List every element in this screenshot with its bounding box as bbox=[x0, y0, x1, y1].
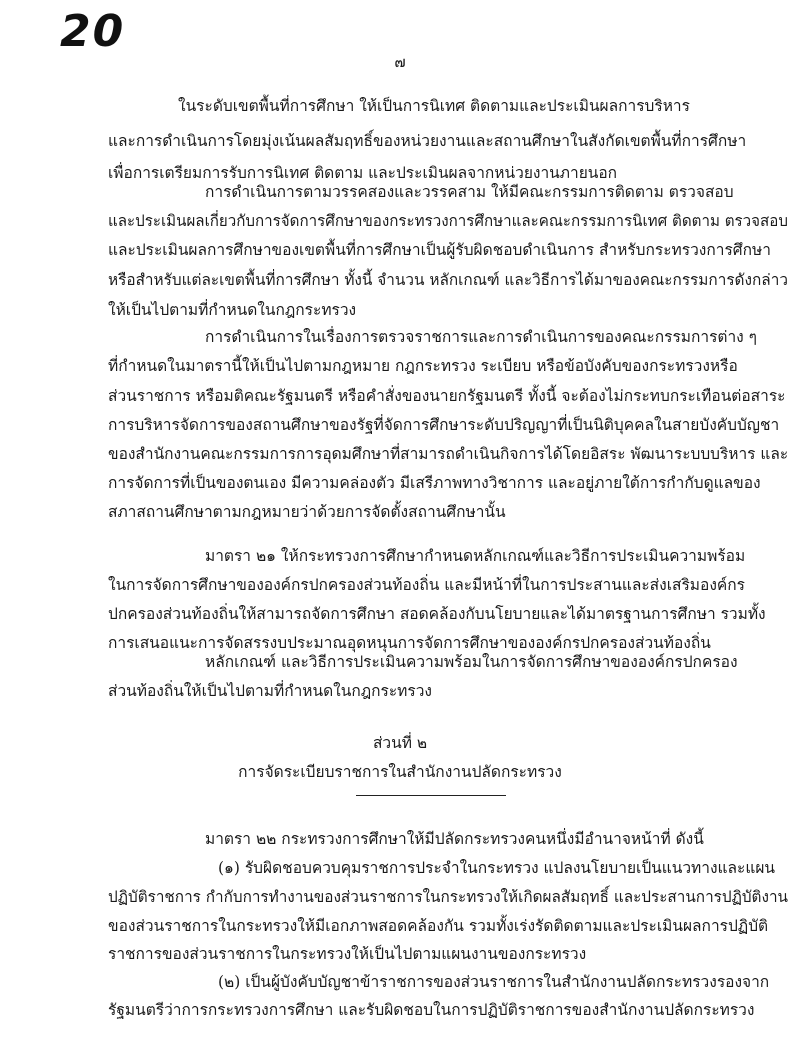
paragraph-line: รัฐมนตรีว่าการกระทรวงการศึกษา และรับผิดชอบในการปฏิบัติราชการของสำนักงานปลัดกระทรวง bbox=[108, 1001, 755, 1019]
section-subheading: การจัดระเบียบราชการในสำนักงานปลัดกระทรวง bbox=[238, 763, 562, 781]
paragraph-line: ในระดับเขตพื้นที่การศึกษา ให้เป็นการนิเทศ ติดตามและประเมินผลการบริหาร bbox=[178, 97, 690, 115]
paragraph-line: การดำเนินการในเรื่องการตรวจราชการและการดำเนินการของคณะกรรมการต่าง ๆ bbox=[205, 328, 758, 346]
paragraph-line: เพื่อการเตรียมการรับการนิเทศ ติดตาม และประเมินผลจากหน่วยงานภายนอก bbox=[108, 164, 618, 182]
paragraph-line: ราชการของส่วนราชการในกระทรวงให้เป็นไปตามแผนงานของกระทรวง bbox=[108, 945, 587, 963]
paragraph-line: หลักเกณฑ์ และวิธีการประเมินความพร้อมในการจัดการศึกษาขององค์กรปกครอง bbox=[205, 653, 738, 671]
paragraph-line: ที่กำหนดในมาตรานี้ให้เป็นไปตามกฎหมาย กฎกระทรวง ระเบียบ หรือข้อบังคับของกระทรวงหรือ bbox=[108, 357, 738, 375]
paragraph-line: การดำเนินการตามวรรคสองและวรรคสาม ให้มีคณะกรรมการติดตาม ตรวจสอบ bbox=[205, 183, 734, 201]
paragraph-line: และประเมินผลเกี่ยวกับการจัดการศึกษาของกระทรวงการศึกษาและคณะกรรมการนิเทศ ติดตาม ตรวจสอบ bbox=[108, 212, 788, 230]
paragraph-line: ส่วนราชการ หรือมติคณะรัฐมนตรี หรือคำสั่งของนายกรัฐมนตรี ทั้งนี้ จะต้องไม่กระทบกระเทือนต่อสาระ bbox=[108, 387, 786, 405]
paragraph-line: ในการจัดการศึกษาขององค์กรปกครองส่วนท้องถิ่น และมีหน้าที่ในการประสานและส่งเสริมองค์กร bbox=[108, 576, 745, 594]
paragraph-line: การจัดการที่เป็นของตนเอง มีความคล่องตัว มีเสรีภาพทางวิชาการ และอยู่ภายใต้การกำกับดูแลของ bbox=[108, 474, 761, 492]
paragraph-line: มาตรา ๒๒ กระทรวงการศึกษาให้มีปลัดกระทรวงคนหนึ่งมีอำนาจหน้าที่ ดังนี้ bbox=[205, 830, 704, 848]
paragraph-line: ส่วนท้องถิ่นให้เป็นไปตามที่กำหนดในกฎกระทรวง bbox=[108, 682, 432, 700]
section-divider bbox=[356, 795, 506, 796]
paragraph-line: ปฏิบัติราชการ กำกับการทำงานของส่วนราชการในกระทรวงให้เกิดผลสัมฤทธิ์ และประสานการปฏิบัติงาน bbox=[108, 888, 789, 906]
paragraph-line: (๑) รับผิดชอบควบคุมราชการประจำในกระทรวง แปลงนโยบายเป็นแนวทางและแผน bbox=[218, 859, 776, 877]
paragraph-line: มาตรา ๒๑ ให้กระทรวงการศึกษากำหนดหลักเกณฑ์และวิธีการประเมินความพร้อม bbox=[205, 547, 746, 565]
paragraph-line: ให้เป็นไปตามที่กำหนดในกฎกระทรวง bbox=[108, 301, 357, 319]
paragraph-line: และประเมินผลการศึกษาของเขตพื้นที่การศึกษาเป็นผู้รับผิดชอบดำเนินการ สำหรับกระทรวงการศึกษา bbox=[108, 241, 771, 259]
paragraph-line: (๒) เป็นผู้บังคับบัญชาข้าราชการของส่วนราชการในสำนักงานปลัดกระทรวงรองจาก bbox=[218, 973, 770, 991]
handwritten-page-mark: 20 bbox=[60, 6, 126, 57]
page-number: ๗ bbox=[394, 53, 406, 71]
paragraph-line: และการดำเนินการโดยมุ่งเน้นผลสัมฤทธิ์ของหน่วยงานและสถานศึกษาในสังกัดเขตพื้นที่การศึกษา bbox=[108, 132, 747, 150]
paragraph-line: หรือสำหรับแต่ละเขตพื้นที่การศึกษา ทั้งนี้ จำนวน หลักเกณฑ์ และวิธีการได้มาของคณะกรรมการดังกล่าว bbox=[108, 271, 788, 289]
paragraph-line: การเสนอแนะการจัดสรรงบประมาณอุดหนุนการจัดการศึกษาขององค์กรปกครองส่วนท้องถิ่น bbox=[108, 634, 711, 652]
paragraph-line: สภาสถานศึกษาตามกฎหมายว่าด้วยการจัดตั้งสถานศึกษานั้น bbox=[108, 503, 506, 521]
section-heading: ส่วนที่ ๒ bbox=[372, 734, 428, 752]
paragraph-line: ของสำนักงานคณะกรรมการการอุดมศึกษาที่สามารถดำเนินกิจการได้โดยอิสระ พัฒนาระบบบริหาร และ bbox=[108, 445, 789, 463]
paragraph-line: ของส่วนราชการในกระทรวงให้มีเอกภาพสอดคล้องกัน รวมทั้งเร่งรัดติดตามและประเมินผลการปฏิบัติ bbox=[108, 917, 769, 935]
paragraph-line: ปกครองส่วนท้องถิ่นให้สามารถจัดการศึกษา สอดคล้องกับนโยบายและได้มาตรฐานการศึกษา รวมทั้ง bbox=[108, 605, 766, 623]
paragraph-line: การบริหารจัดการของสถานศึกษาของรัฐที่จัดการศึกษาระดับปริญญาที่เป็นนิติบุคคลในสายบังคับบัญชา bbox=[108, 416, 780, 434]
